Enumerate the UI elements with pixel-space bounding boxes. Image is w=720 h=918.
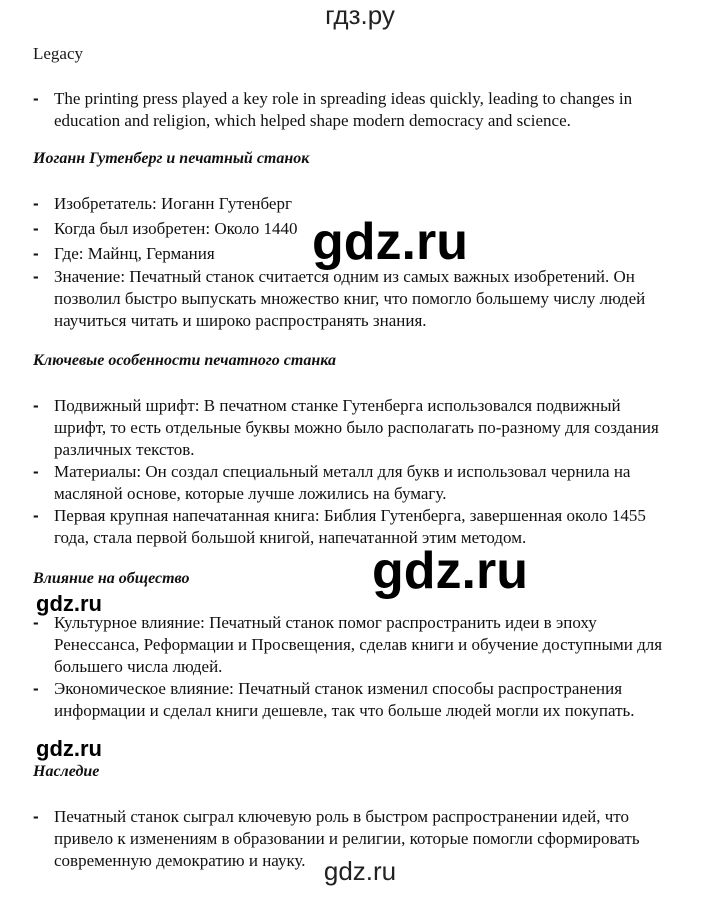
section-heading-society: Влияние на общество xyxy=(33,570,190,587)
bullet-text: Когда был изобретен: Около 1440 xyxy=(54,219,298,238)
bullet-text: Материалы: Он создал специальный металл для букв и использовал чернила на масляной основе, которые лучше ложились на бумагу. xyxy=(54,462,631,503)
bullet-dash: - xyxy=(33,462,39,481)
list-item xyxy=(33,193,673,215)
list-item xyxy=(33,461,673,505)
watermark-large-1: gdz.ru xyxy=(312,213,468,271)
bullet-dash: - xyxy=(33,89,39,108)
watermark-small-1: gdz.ru xyxy=(36,591,102,616)
bullet-dash: - xyxy=(33,194,39,213)
list-item xyxy=(33,612,673,678)
list-item xyxy=(33,266,673,332)
bullet-dash: - xyxy=(33,679,39,698)
bullet-dash: - xyxy=(33,396,39,415)
bullet-text: Значение: Печатный станок считается одним из самых важных изобретений. Он позволил быстро выпускать множество книг, что помогло большему числу людей научиться читать и широко распространять знания. xyxy=(54,267,646,330)
bullet-dash: - xyxy=(33,807,39,826)
section-heading-gutenberg: Иоганн Гутенберг и печатный станок xyxy=(33,150,310,167)
bullet-text: The printing press played a key role in spreading ideas quickly, leading to changes in education and religion, which helped shape modern democracy and science. xyxy=(54,89,633,130)
section-heading-legacy: Наследие xyxy=(33,763,100,780)
bullet-dash: - xyxy=(33,244,39,263)
list-item xyxy=(33,395,673,461)
bullet-dash: - xyxy=(33,506,39,525)
list-item xyxy=(33,678,673,722)
bullet-text: Печатный станок сыграл ключевую роль в быстром распространении идей, что привело к изменениям в образовании и религии, которые помогли сформировать современную демократию и науку. xyxy=(54,807,640,870)
bullet-text: Изобретатель: Иоганн Гутенберг xyxy=(54,194,292,213)
bullet-dash: - xyxy=(33,219,39,238)
section-heading-features: Ключевые особенности печатного станка xyxy=(33,352,336,369)
site-footer: gdz.ru xyxy=(323,856,397,886)
bullet-text: Экономическое влияние: Печатный станок изменил способы распространения информации и сделал книги дешевле, так что больше людей могли их покупать. xyxy=(54,679,635,720)
legacy-title: Legacy xyxy=(33,44,84,63)
list-item xyxy=(33,505,673,549)
bullet-text: Где: Майнц, Германия xyxy=(54,244,215,263)
bullet-dash: - xyxy=(33,613,39,632)
bullet-text: Подвижный шрифт: В печатном станке Гутенберга использовался подвижный шрифт, то есть отдельные буквы можно было располагать по-разному для создания различных текстов. xyxy=(54,396,659,459)
site-header: гдз.ру xyxy=(325,0,395,30)
bullet-dash: - xyxy=(33,267,39,286)
watermark-small-2: gdz.ru xyxy=(36,736,102,761)
bullet-text: Культурное влияние: Печатный станок помог распространить идеи в эпоху Ренессанса, Реформации и Просвещения, сделав книги и обучение доступными для большего числа людей. xyxy=(54,613,663,676)
bullet-text: Первая крупная напечатанная книга: Библия Гутенберга, завершенная около 1455 года, стала первой большой книгой, напечатанной этим методом. xyxy=(54,506,646,547)
watermark-large-2: gdz.ru xyxy=(372,542,528,600)
list-item xyxy=(33,88,673,132)
